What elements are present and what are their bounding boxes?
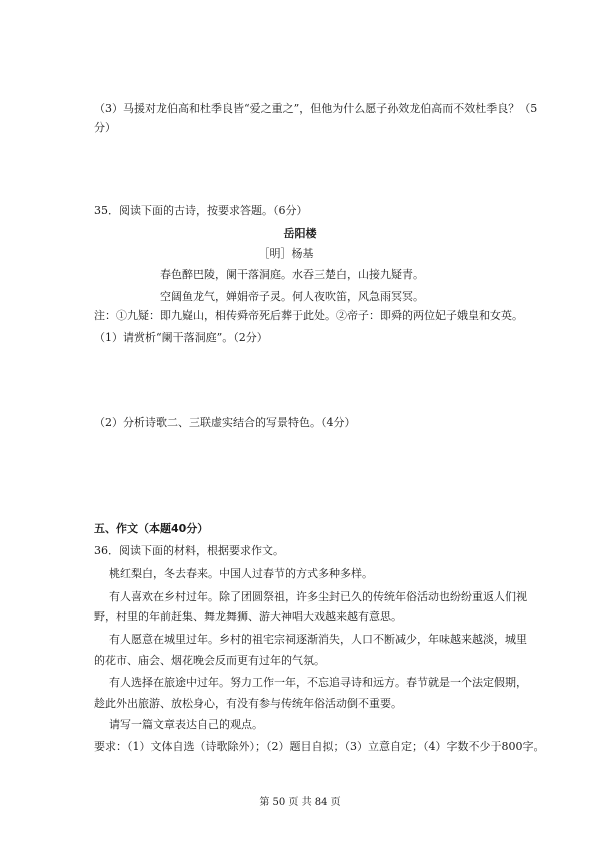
- q34-sub3-line1: （3）马援对龙伯高和杜季良皆“爱之重之”，但他为什么愿子孙效龙伯高而不效杜季良？（5: [94, 102, 538, 115]
- material-p2-line2: 野，村里的年前赶集、舞龙舞狮、游大神唱大戏越来越有意思。: [94, 610, 402, 623]
- page-number: 第 50 页 共 84 页: [259, 797, 341, 808]
- poem-line-2: 空阔鱼龙气，婵娟帝子灵。何人夜吹笛，风急雨冥冥。: [160, 290, 424, 303]
- poem-author: ［明］杨基: [258, 247, 314, 260]
- material-p4-line1: 有人选择在旅途中过年。努力工作一年，不忘追寻诗和远方。春节就是一个法定假期，: [109, 676, 527, 689]
- essay-requirements: 要求：（1）文体自选（诗歌除外）；（2）题目自拟；（3）立意自定；（4）字数不少于800字。: [94, 740, 545, 753]
- q36-heading: 36．阅读下面的材料，根据要求作文。: [94, 544, 284, 557]
- material-p3-line1: 有人愿意在城里过年。乡村的祖宅宗祠逐渐消失，人口不断减少，年味越来越淡，城里: [109, 633, 527, 646]
- q35-heading: 35．阅读下面的古诗，按要求答题。（6分）: [94, 204, 308, 217]
- material-p1: 桃红梨白，冬去春来。中国人过春节的方式多种多样。: [109, 567, 373, 580]
- section5-heading: 五、作文（本题40分）: [94, 522, 209, 535]
- poem-line-1: 春色醉巴陵，阑干落洞庭。水吞三楚白，山接九疑青。: [160, 268, 424, 281]
- material-p4-line2: 趁此外出旅游、放松身心，有没有参与传统年俗活动倒不重要。: [94, 697, 402, 710]
- material-p2-line1: 有人喜欢在乡村过年。除了团圆祭祖，许多尘封已久的传统年俗活动也纷纷重返人们视: [109, 590, 527, 603]
- q34-sub3-line2: 分）: [94, 121, 116, 134]
- poem-title: 岳阳楼: [283, 227, 317, 240]
- q35-sub2: （2）分析诗歌二、三联虚实结合的写景特色。（4分）: [94, 416, 356, 429]
- poem-note: 注：①九疑：即九嶷山，相传舜帝死后葬于此处。②帝子：即舜的两位妃子娥皇和女英。: [94, 309, 523, 322]
- material-p3-line2: 的花市、庙会、烟花晚会反而更有过年的气氛。: [94, 654, 325, 667]
- material-p5: 请写一篇文章表达自己的观点。: [109, 718, 263, 731]
- q35-sub1: （1）请赏析“阑干落洞庭”。（2分）: [94, 331, 268, 344]
